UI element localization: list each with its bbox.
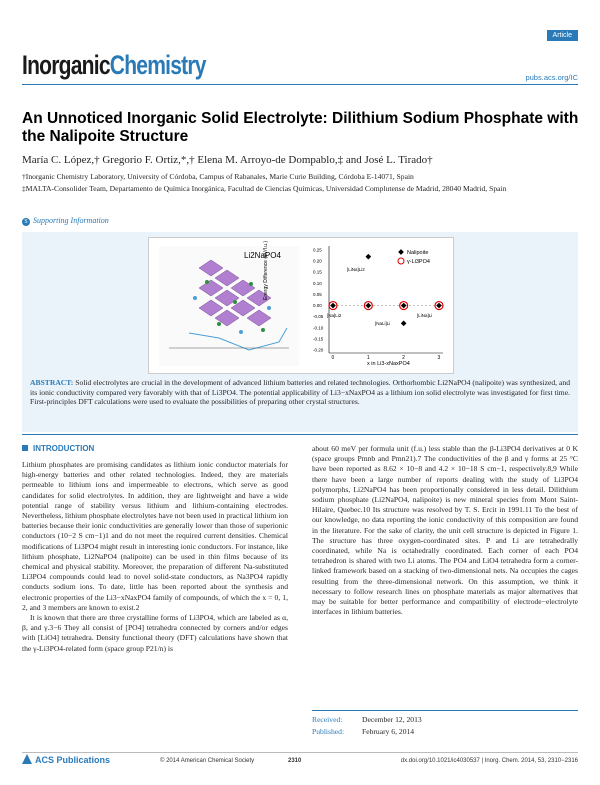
intro-paragraph-1: Lithium phosphates are promising candidates as lithium ionic conductor materials for high-energy batteries and other related technologies. Indeed, they are materials permeable to lithium ions and impermeable to electrons, which serve as good candidates for solid electrolytes. In addition, they are lightweight and have a wide potential range of stability versus lithium and lithium-containing electrodes. Nevertheless, lithium phosphate electrolytes have not been used in practical lithium ion batteries because their ionic conductivities are generally lower than those of superionic conductors (10−2 S cm−1)1 and do not meet the required current densities. Chemical modifications of Li3PO4 might result in interesting ionic conductors. For instance, like lithium phosphate, Li2NaPO4 (nalipoite) can be used in thin films because of its chemical and physical stability. Moreover, the preparation of different Na-substituted Li3PO4 compounds could lead to novel solid-state conductors, as Na3PO4 rapidly conducts sodium ions. To date, little has been reported about the synthesis and electronic properties of the Li3−xNaxPO4 family of compounds, of which the x = 0, 1, 2, and 3 members are known to exist.2	[22, 460, 288, 612]
point-label-2: [Na]Li2	[327, 313, 342, 318]
y-tick-label: -0.15	[313, 336, 324, 342]
abstract-text: ABSTRACT: Solid electrolytes are crucial in the development of advanced lithium batteries and related technologies. Orthorhombic Li2NaPO4 (nalipoite) was synthesized, and its ionic conductivity compared very favorably with that of Li3PO4. The potential applicability of Li3−xNaxPO4 as a lithium ion solid electrolyte was investigated for first time. First-principles DFT calculations were used to evaluate the possibilities of preparing other crystal structures.	[30, 378, 571, 407]
legend-nalipoite: Nalipoite	[407, 250, 429, 256]
received-date: Received: December 12, 2013	[312, 715, 422, 724]
crystal-structure-image	[159, 246, 299, 366]
affiliation-2: ‡MALTA-Consolider Team, Departamento de Química Inorgánica, Facultad de Ciencias Químicas, Universidad Complutense de Madrid, 28040 Madrid, Spain	[22, 184, 507, 193]
point-label-1: [LiNa]Li2	[347, 267, 365, 272]
paper-title: An Unnoticed Inorganic Solid Electrolyte: Dilithium Sodium Phosphate with the Nalipoite Structure	[22, 110, 579, 145]
acs-publications-logo: ACS Publications	[22, 754, 110, 765]
legend-gamma: γ-Li3PO4	[407, 259, 430, 265]
legend-marker-gamma	[398, 258, 404, 264]
right-column	[312, 444, 578, 617]
y-tick-label: 0.20	[313, 258, 322, 264]
y-tick-label: 0.25	[313, 247, 322, 253]
y-tick-label: 0.00	[313, 303, 322, 309]
journal-logo: InorganicChemistry	[22, 50, 206, 80]
toc-figure-svg	[149, 238, 453, 373]
point-label-4: [LiNa]Li	[417, 313, 433, 318]
intro-paragraph-2: It is known that there are three crystalline forms of Li3PO4, which are labeled as α, β, and γ.3−6 They all consist of [PO4] tetrahedra connected by corners and/or edges with [LiO4] tetrahedra. Density functional theory (DFT) calculations have shown that the γ-Li3PO4-related form (space group P21/n) is	[22, 613, 288, 653]
abstract-rule	[22, 434, 578, 435]
dates-rule	[312, 710, 578, 711]
x-axis-label: x in Li3-xNaxPO4	[367, 361, 410, 367]
legend-marker-nalipoite	[398, 249, 404, 255]
x-tick-label: 0	[331, 355, 335, 361]
supporting-info-icon: S	[22, 218, 30, 226]
nalipoite-point	[401, 303, 407, 309]
header-rule	[22, 84, 578, 85]
section-square-icon	[22, 445, 28, 451]
nalipoite-point	[366, 254, 372, 260]
y-tick-label: 0.10	[313, 280, 322, 286]
affiliation-1: †Inorganic Chemistry Laboratory, University of Córdoba, Campus of Rabanales, Marie Curie Building, Córdoba E-14071, Spain	[22, 172, 414, 181]
structure-label: Li2NaPO4	[244, 251, 281, 260]
article-badge: Article	[547, 30, 578, 41]
intro-paragraph-3: about 60 meV per formula unit (f.u.) less stable than the β-Li3PO4 derivatives at 0 K (space groups Pmnb and Pmn21).7 The conductivities of the β and γ forms at 25 °C have been reported as 8.62 × 10−8 and 4.2 × 10−18 S cm−1, respectively.8,9 While there have been a large number of reports dealing with the study of Li3PO4 polymorphs, Li2NaPO4 has been proportionally considered in less detail. Dilithium sodium phosphate (Li2NaPO4, nalipoite) is new mineral species from Mont Saint-Hilaire, Quebec.10 Its structure was resolved by T. S. Ercit in 1991.11 To the best of our knowledge, no data reporting the ionic conductivity of this composition are found in the literature. For the sake of clarity, the unit cell structure is depicted in Figure 1. The structure has three oxygen-coordinated sites. P and Li are tetrahedrally coordinated, while Na is octahedrally coordinated. Each corner of each PO4 tetrahedron is shared with two Li atoms. The PO4 and LiO4 tetrahedra form a corner-linked framework based on a stacking of two-dimensional nets. Na occupies the cages resulting from the three-dimensional network. On this assumption, we think it necessary to follow research lines on phosphate materials as major alternatives that may be suitable for better performance and compatibility of electrode−electrolyte interfaces in lithium batteries.	[312, 444, 578, 617]
y-tick-label: -0.05	[313, 314, 324, 320]
footer-rule	[22, 752, 578, 753]
y-tick-label: 0.15	[313, 269, 322, 275]
acs-logo-icon	[22, 754, 32, 764]
x-tick-label: 1	[366, 355, 370, 361]
point-label-3: [NaLi]Li	[375, 321, 391, 326]
nalipoite-point	[436, 303, 442, 309]
nalipoite-point	[330, 303, 336, 309]
journal-url[interactable]: pubs.acs.org/IC	[525, 73, 578, 82]
y-axis-label: Energy Difference (eV/f.u.)	[263, 240, 269, 300]
page-number: 2310	[288, 758, 302, 764]
citation[interactable]: dx.doi.org/10.1021/ic4030537 | Inorg. Chem. 2014, 53, 2310−2316	[400, 758, 578, 764]
nalipoite-point	[366, 303, 372, 309]
y-tick-label: -0.10	[313, 325, 324, 331]
x-tick-label: 3	[437, 355, 441, 361]
intro-heading: INTRODUCTION	[22, 444, 94, 453]
left-column	[22, 460, 288, 654]
copyright: © 2014 American Chemical Society	[160, 758, 255, 764]
author-list: María C. López,† Gregorio F. Ortiz,*,† Elena M. Arroyo-de Dompablo,‡ and José L. Tirado†	[22, 154, 433, 166]
nalipoite-point	[401, 321, 407, 327]
toc-graphic	[148, 237, 454, 374]
legend	[398, 249, 430, 265]
published-date: Published: February 6, 2014	[312, 727, 415, 736]
supporting-info-link[interactable]: S Supporting Information	[22, 216, 109, 226]
y-tick-label: -0.20	[313, 347, 324, 353]
abstract-label: ABSTRACT:	[30, 378, 74, 387]
x-tick-label: 2	[402, 355, 405, 361]
y-tick-label: 0.05	[313, 291, 322, 297]
